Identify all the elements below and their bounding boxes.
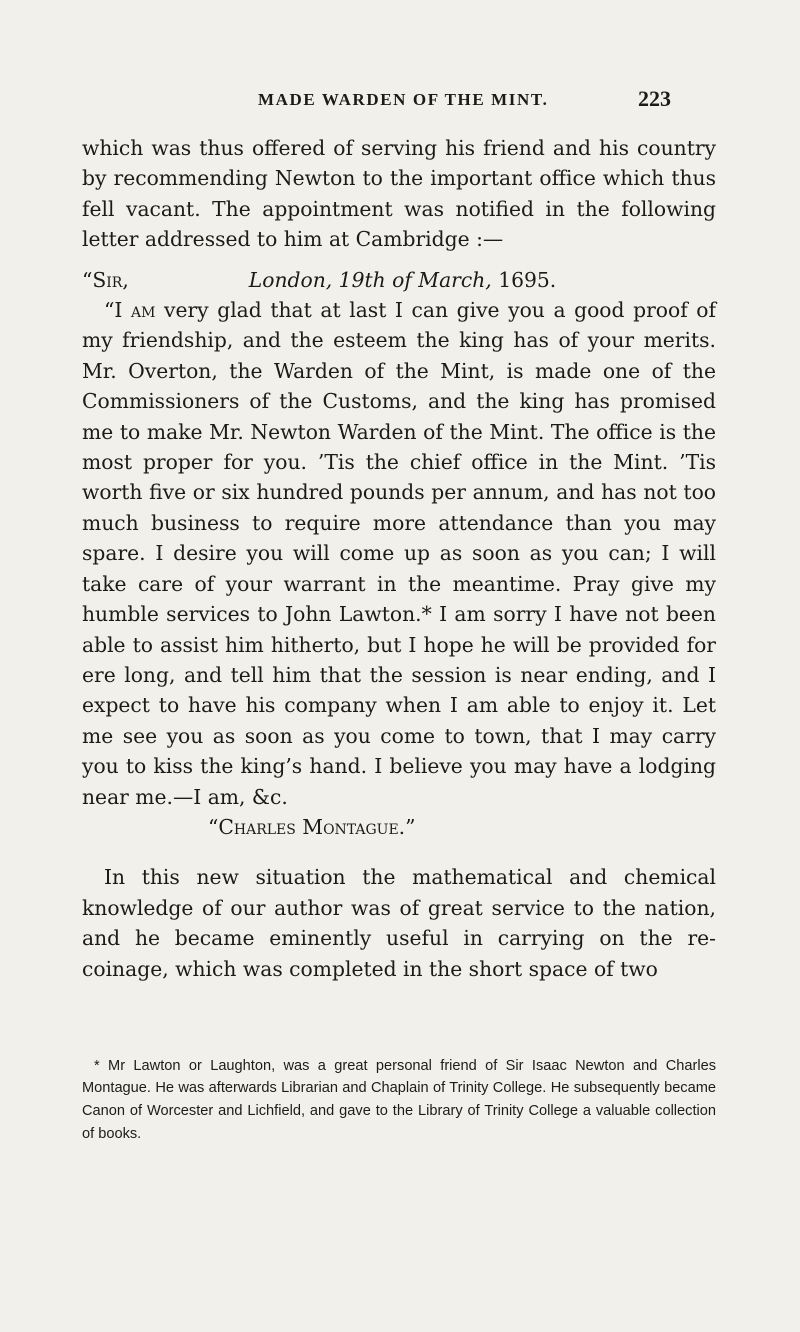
running-head <box>0 86 800 120</box>
letter-year: 1695. <box>498 267 557 292</box>
letter-text: very glad that at last I can give you a good proof of my friendship, and the esteem the king has of your merits. Mr. Overton, the Warden of the Mint, is made one of the Commissioners of the Customs, and the king has promised me to make Mr. Newton Warden of the Mint. The office is the most proper for you. ’Tis the chief office in the Mint. ’Tis worth five or six hundred pounds per annum, and has not too much business to require more attendance than you may spare. I desire you will come up as soon as you can; I will take care of your warrant in the meantime. Pray give my humble services to John Lawton.* I am sorry I have not been able to assist him hitherto, but I hope he will be provided for ere long, and tell him that the session is near ending, and I expect to have his company when I am able to enjoy it. Let me see you as soon as you come to town, that I may carry you to kiss the king’s hand. I believe you may have a lodging near me.—I am, &c. <box>82 298 716 809</box>
intro-paragraph: which was thus offered of serving his friend and his country by recommending Newton to the important office which thus fell vacant. The appointment was notified in the following letter addressed to him at Cambridge :— <box>82 136 716 252</box>
letter-date <box>249 265 556 295</box>
continuation-paragraph: In this new situation the mathematical and chemical knowledge of our author was of great service to the nation, and he became eminently useful in carrying on the re-coinage, which was completed in the short space of two <box>82 865 716 981</box>
letter-opening: “I am <box>104 298 156 323</box>
page-number: 223 <box>638 86 671 111</box>
letter-body <box>82 295 716 812</box>
footnote: * Mr Lawton or Laughton, was a great personal friend of Sir Isaac Newton and Charles Montague. He was afterwards Librarian and Chaplain of Trinity College. He subsequently became Canon of Worcester and Lichfield, and gave to the Library of Trinity College a valuable collection of books. <box>82 1057 716 1142</box>
letter-signature: “Charles Montague.” <box>208 814 416 839</box>
letter-place: London, 19th of March, <box>248 267 492 292</box>
letter-salutation: “Sir, <box>82 267 129 292</box>
running-title: MADE WARDEN OF THE MINT. <box>258 90 549 109</box>
letter-header <box>82 265 716 295</box>
body-text <box>82 133 716 984</box>
